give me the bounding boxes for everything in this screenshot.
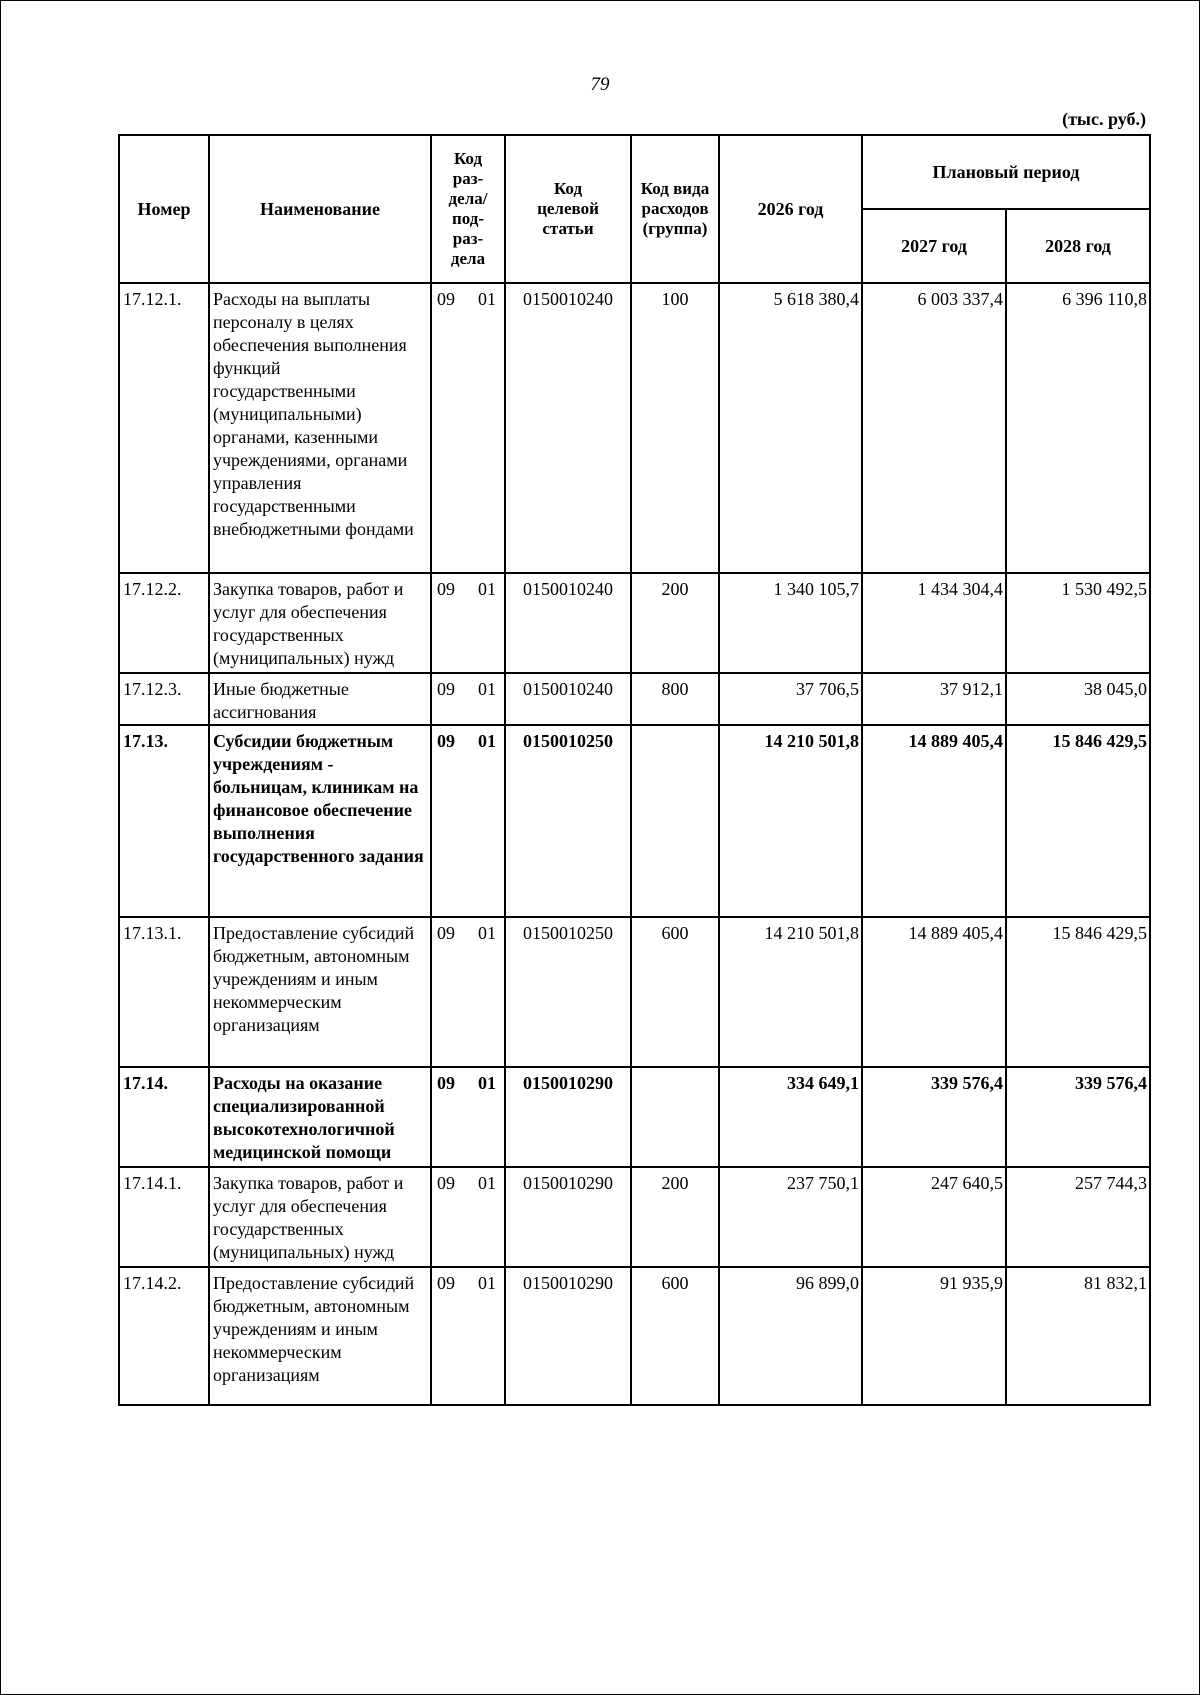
table-body [119, 283, 1150, 1405]
row-number: 17.14. [119, 1067, 209, 1167]
row-amount-2028: 38 045,0 [1006, 673, 1150, 725]
row-amount-2027: 1 434 304,4 [862, 573, 1006, 673]
row-razdel-code: 09 [437, 289, 455, 309]
row-expense-type: 200 [631, 1167, 719, 1267]
row-amount-2026: 96 899,0 [719, 1267, 862, 1405]
header-2027: 2027 год [862, 209, 1006, 283]
row-amount-2027: 247 640,5 [862, 1167, 1006, 1267]
row-amount-2028: 257 744,3 [1006, 1167, 1150, 1267]
row-expense-type: 200 [631, 573, 719, 673]
row-amount-2028: 6 396 110,8 [1006, 283, 1150, 573]
row-razdel-code: 09 [437, 1073, 455, 1093]
row-target-code: 0150010240 [505, 673, 631, 725]
row-amount-2028: 81 832,1 [1006, 1267, 1150, 1405]
row-amount-2028: 15 846 429,5 [1006, 725, 1150, 917]
row-name: Расходы на оказание специализированной высокотехнологичной медицинской помощи [209, 1067, 431, 1167]
row-razdel-code: 09 [437, 679, 455, 699]
row-amount-2027: 37 912,1 [862, 673, 1006, 725]
table-row [119, 1167, 1150, 1267]
row-name: Расходы на выплаты персоналу в целях обеспечения выполнения функций государственными (муниципальными) органами, казенными учреждениями, органами управления государственными внебюджетными фондами [209, 283, 431, 573]
row-amount-2027: 339 576,4 [862, 1067, 1006, 1167]
row-razdel [431, 1267, 505, 1405]
row-amount-2026: 334 649,1 [719, 1067, 862, 1167]
header-planovy-period: Плановый период [862, 135, 1150, 209]
header-naimenovanie: Наименование [209, 135, 431, 283]
row-name: Закупка товаров, работ и услуг для обеспечения государственных (муниципальных) нужд [209, 573, 431, 673]
row-razdel-code: 09 [437, 731, 455, 751]
header-kod-celevoy: Код целевой статьи [505, 135, 631, 283]
row-podrazdel-code: 01 [478, 923, 496, 943]
table-row [119, 725, 1150, 917]
row-amount-2027: 6 003 337,4 [862, 283, 1006, 573]
row-amount-2026: 14 210 501,8 [719, 725, 862, 917]
header-2026: 2026 год [719, 135, 862, 283]
row-expense-type [631, 1067, 719, 1167]
row-target-code: 0150010240 [505, 573, 631, 673]
table-row [119, 1267, 1150, 1405]
row-expense-type [631, 725, 719, 917]
row-name: Предоставление субсидий бюджетным, автономным учреждениям и иным некоммерческим организациям [209, 917, 431, 1067]
row-razdel [431, 283, 505, 573]
row-razdel-code: 09 [437, 1273, 455, 1293]
header-2028: 2028 год [1006, 209, 1150, 283]
row-amount-2028: 339 576,4 [1006, 1067, 1150, 1167]
row-expense-type: 600 [631, 1267, 719, 1405]
row-amount-2026: 1 340 105,7 [719, 573, 862, 673]
row-razdel-code: 09 [437, 1173, 455, 1193]
row-podrazdel-code: 01 [478, 1073, 496, 1093]
row-amount-2026: 5 618 380,4 [719, 283, 862, 573]
row-razdel [431, 673, 505, 725]
row-podrazdel-code: 01 [478, 679, 496, 699]
row-razdel-code: 09 [437, 579, 455, 599]
row-razdel [431, 1167, 505, 1267]
row-number: 17.12.1. [119, 283, 209, 573]
row-podrazdel-code: 01 [478, 1173, 496, 1193]
table-row [119, 573, 1150, 673]
row-razdel [431, 573, 505, 673]
row-number: 17.13. [119, 725, 209, 917]
row-name: Субсидии бюджетным учреждениям - больницам, клиникам на финансовое обеспечение выполнения государственного задания [209, 725, 431, 917]
row-number: 17.13.1. [119, 917, 209, 1067]
row-target-code: 0150010240 [505, 283, 631, 573]
row-amount-2026: 237 750,1 [719, 1167, 862, 1267]
budget-table [118, 134, 1151, 1406]
row-razdel [431, 1067, 505, 1167]
row-amount-2026: 14 210 501,8 [719, 917, 862, 1067]
row-razdel [431, 917, 505, 1067]
row-target-code: 0150010250 [505, 917, 631, 1067]
row-expense-type: 800 [631, 673, 719, 725]
table-row [119, 283, 1150, 573]
row-razdel [431, 725, 505, 917]
header-kod-vida: Код вида расходов (группа) [631, 135, 719, 283]
row-podrazdel-code: 01 [478, 289, 496, 309]
row-expense-type: 600 [631, 917, 719, 1067]
row-podrazdel-code: 01 [478, 731, 496, 751]
row-expense-type: 100 [631, 283, 719, 573]
row-number: 17.12.3. [119, 673, 209, 725]
row-amount-2028: 15 846 429,5 [1006, 917, 1150, 1067]
table-row [119, 917, 1150, 1067]
row-razdel-code: 09 [437, 923, 455, 943]
row-number: 17.12.2. [119, 573, 209, 673]
header-kod-razdela: Код раз-дела/ под-раз-дела [431, 135, 505, 283]
header-nomer: Номер [119, 135, 209, 283]
row-amount-2027: 14 889 405,4 [862, 917, 1006, 1067]
row-amount-2026: 37 706,5 [719, 673, 862, 725]
page-number: 79 [590, 74, 610, 95]
row-amount-2027: 91 935,9 [862, 1267, 1006, 1405]
row-target-code: 0150010290 [505, 1167, 631, 1267]
table-row [119, 673, 1150, 725]
row-podrazdel-code: 01 [478, 1273, 496, 1293]
row-amount-2028: 1 530 492,5 [1006, 573, 1150, 673]
row-amount-2027: 14 889 405,4 [862, 725, 1006, 917]
units-label: (тыс. руб.) [1062, 109, 1146, 129]
table-row [119, 1067, 1150, 1167]
row-name: Закупка товаров, работ и услуг для обеспечения государственных (муниципальных) нужд [209, 1167, 431, 1267]
row-name: Иные бюджетные ассигнования [209, 673, 431, 725]
row-target-code: 0150010290 [505, 1267, 631, 1405]
row-name: Предоставление субсидий бюджетным, автономным учреждениям и иным некоммерческим организациям [209, 1267, 431, 1405]
row-number: 17.14.1. [119, 1167, 209, 1267]
row-target-code: 0150010290 [505, 1067, 631, 1167]
row-number: 17.14.2. [119, 1267, 209, 1405]
row-target-code: 0150010250 [505, 725, 631, 917]
row-podrazdel-code: 01 [478, 579, 496, 599]
